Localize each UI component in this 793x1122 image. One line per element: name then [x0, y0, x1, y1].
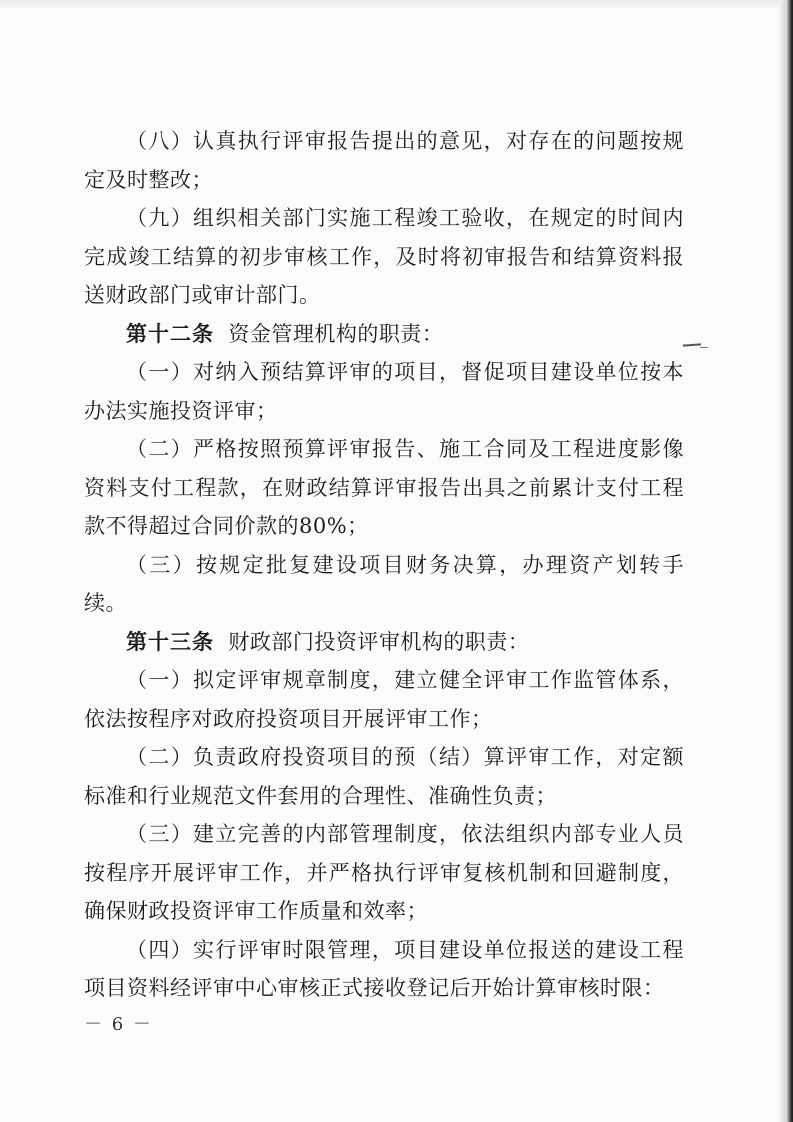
paragraph-item-13-3 — [84, 815, 684, 931]
scan-right-edge — [779, 0, 793, 1122]
scan-margin-mark — [683, 343, 701, 346]
article-12-heading — [84, 315, 684, 354]
scan-margin-mark-tail — [700, 347, 708, 348]
article-number: 第十二条 — [126, 321, 214, 346]
paragraph-item-12-1 — [84, 353, 684, 430]
paragraph-item-9 — [84, 199, 684, 315]
paragraph-text: （一）拟定评审规章制度，建立健全评审工作监管体系，依法按程序对政府投资项目开展评审工作； — [84, 668, 684, 731]
paragraph-item-8 — [84, 122, 684, 199]
paragraph-text: （四）实行评审时限管理，项目建设单位报送的建设工程项目资料经评审中心审核正式接收登记后开始计算审核时限： — [84, 937, 684, 1000]
paragraph-item-13-4 — [84, 931, 684, 1008]
article-number: 第十三条 — [126, 629, 214, 654]
paragraph-text: （二）负责政府投资项目的预（结）算评审工作，对定额标准和行业规范文件套用的合理性、准确性负责； — [84, 745, 684, 808]
paragraph-text: 财政部门投资评审机构的职责： — [214, 629, 530, 654]
paragraph-text: （八）认真执行评审报告提出的意见，对存在的问题按规定及时整改； — [84, 129, 684, 192]
paragraph-text: （三）建立完善的内部管理制度，依法组织内部专业人员按程序开展评审工作，并严格执行评审复核机制和回避制度，确保财政投资评审工作质量和效率； — [84, 822, 684, 923]
paragraph-text: （二）严格按照预算评审报告、施工合同及工程进度影像资料支付工程款，在财政结算评审报告出具之前累计支付工程款不得超过合同价款的80%； — [84, 437, 684, 538]
paragraph-text: （九）组织相关部门实施工程竣工验收，在规定的时间内完成竣工结算的初步审核工作，及时将初审报告和结算资料报送财政部门或审计部门。 — [84, 206, 684, 307]
document-body — [84, 122, 684, 1008]
scan-top-edge — [0, 0, 793, 10]
paragraph-text: （三）按规定批复建设项目财务决算，办理资产划转手续。 — [84, 552, 684, 615]
paragraph-text: 资金管理机构的职责： — [214, 321, 444, 346]
article-13-heading — [84, 623, 684, 662]
paragraph-item-12-3 — [84, 546, 684, 623]
paragraph-text: （一）对纳入预结算评审的项目，督促项目建设单位按本办法实施投资评审； — [84, 360, 684, 423]
paragraph-item-12-2 — [84, 430, 684, 546]
page-number: － 6 － — [84, 1014, 153, 1035]
paragraph-item-13-1 — [84, 661, 684, 738]
paragraph-item-13-2 — [84, 738, 684, 815]
